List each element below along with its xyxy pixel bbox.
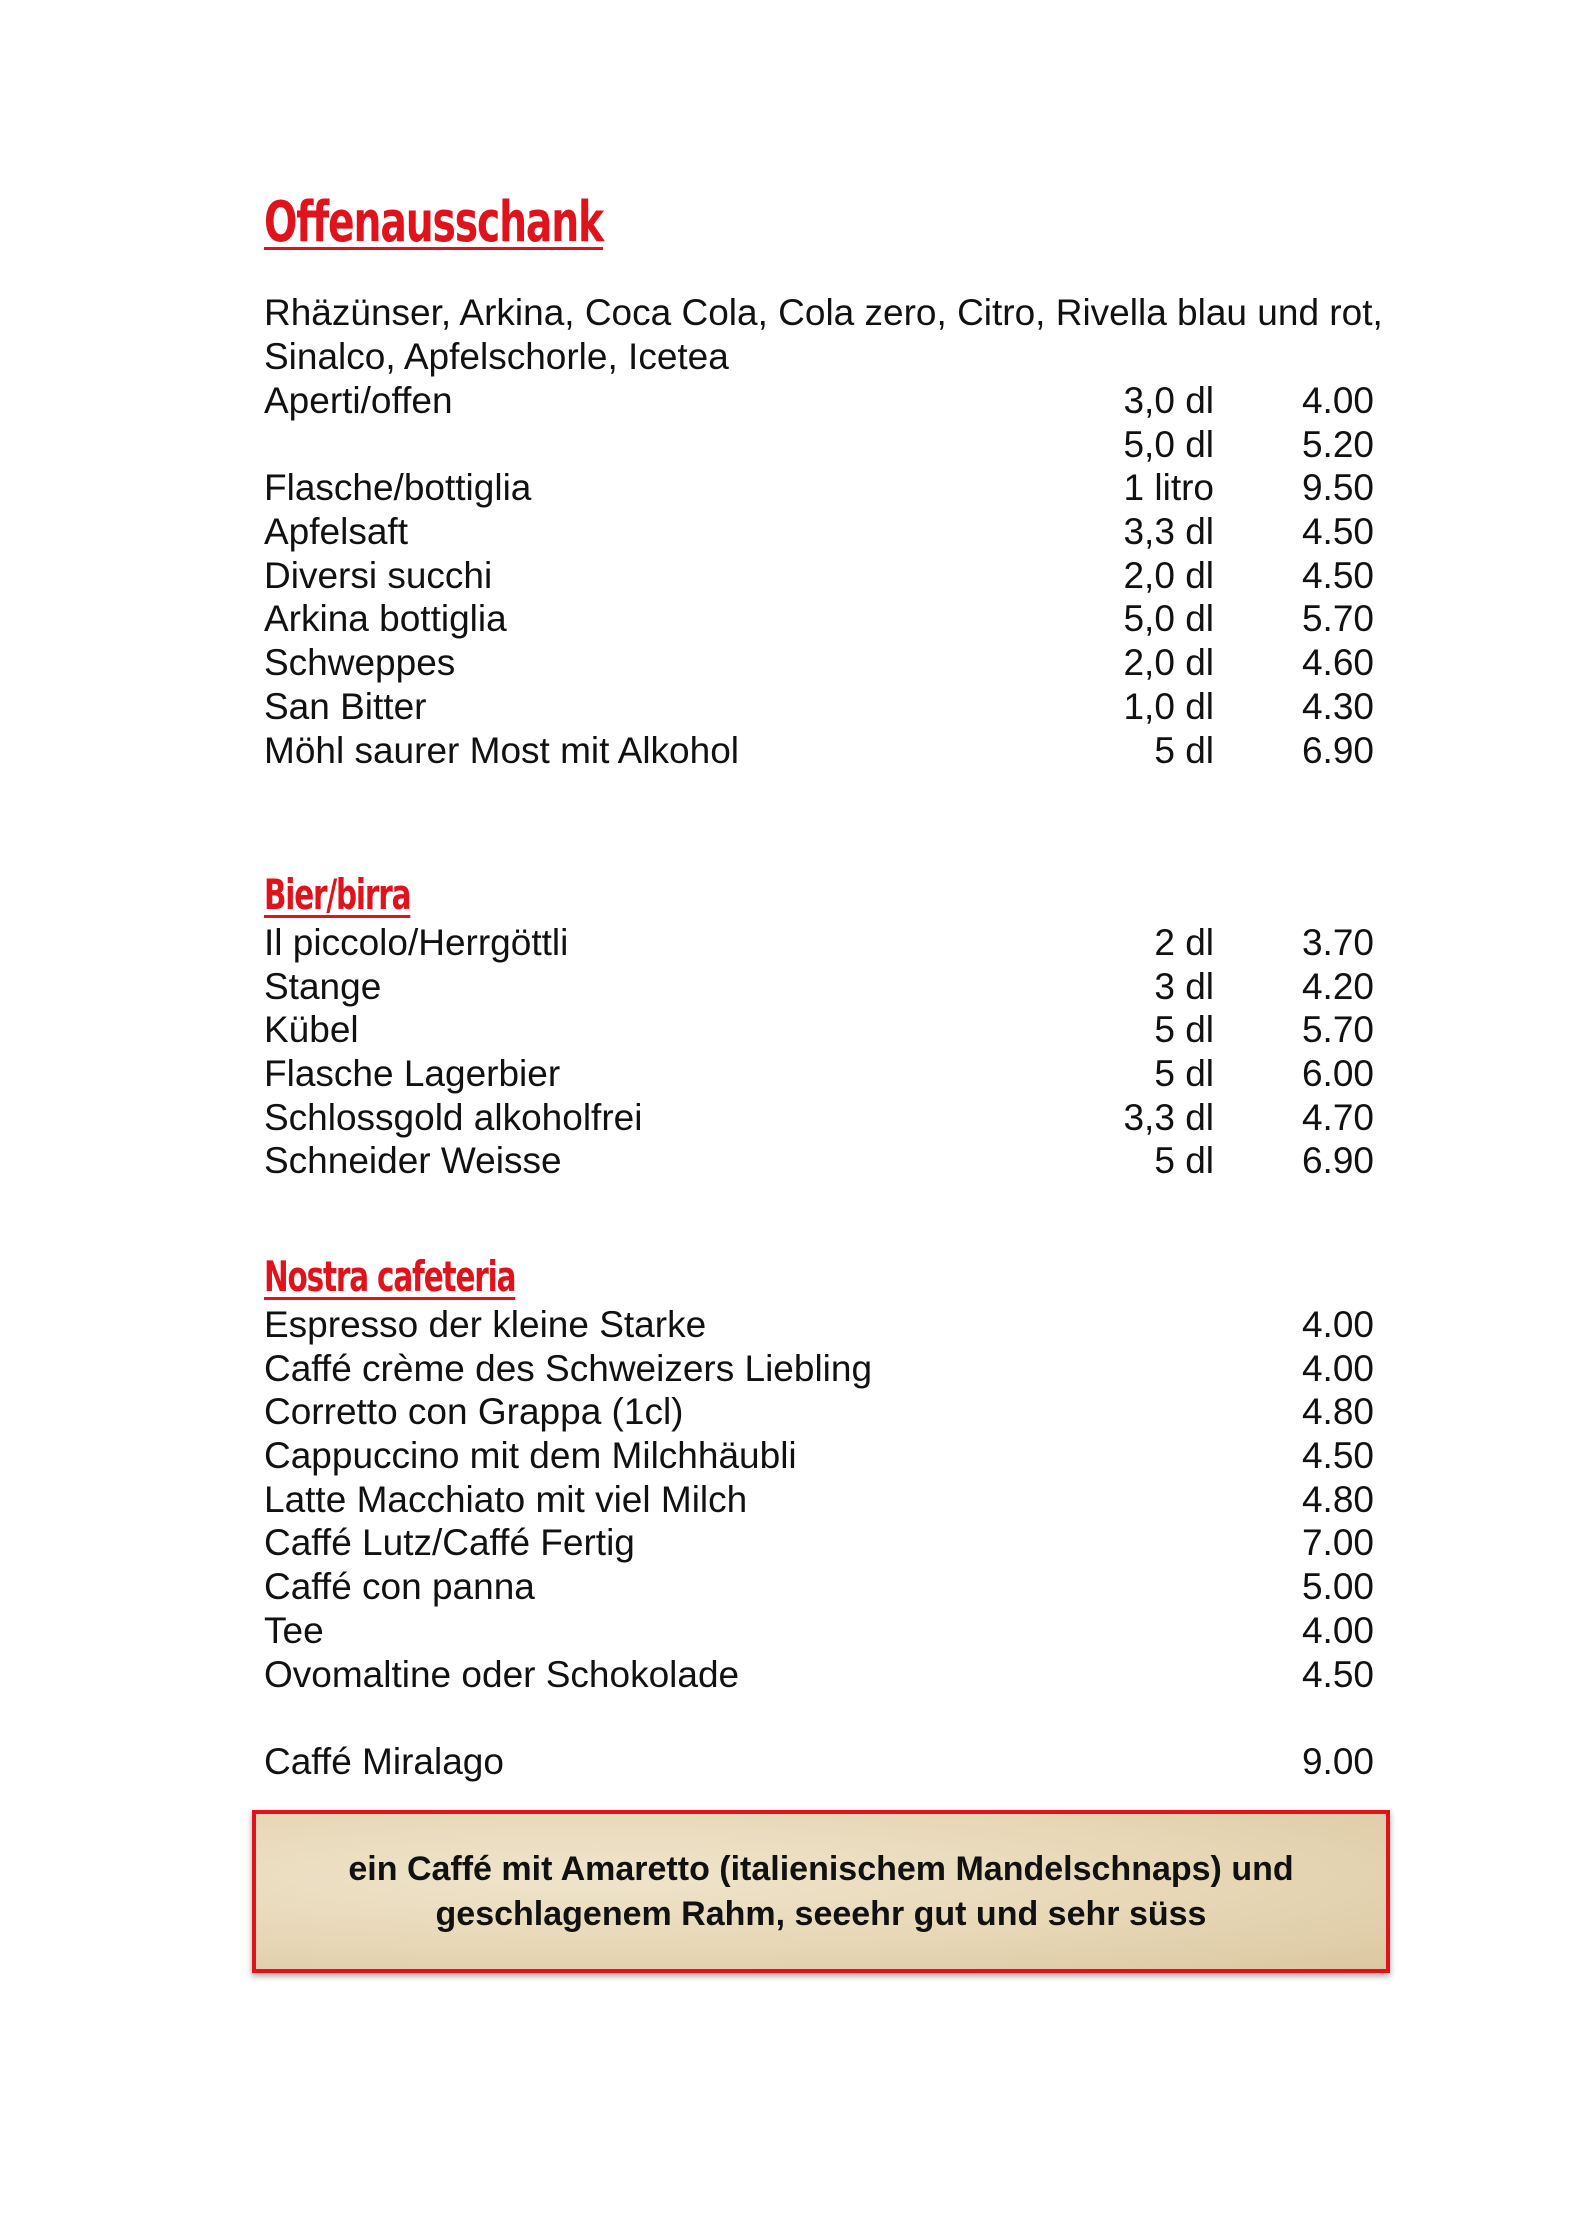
item-price: 9.50 [1301,467,1374,509]
item-qty: 5 dl [1154,729,1214,771]
menu-item [264,1478,1394,1522]
item-price: 4.20 [1301,965,1374,1007]
item-name: Corretto con Grappa (1cl) [264,1391,684,1433]
item-price: 4.50 [1301,1435,1374,1477]
item-price: 6.90 [1301,729,1374,771]
item-list [264,379,1394,772]
item-list [264,1303,1394,1784]
item-qty: 5 dl [1154,1009,1214,1051]
item-name: Flasche/bottiglia [264,467,532,509]
intro-line: Rhäzünser, Arkina, Coca Cola, Cola zero, Citro, Rivella blau und rot, [264,292,1383,333]
item-qty: 3,3 dl [1123,1096,1214,1138]
item-price: 4.00 [1301,380,1374,421]
item-name: Apfelsaft [264,511,408,553]
menu-item [264,1347,1394,1391]
section-offenausschank [264,190,1394,772]
intro-line: Sinalco, Apfelschorle, Icetea [264,336,729,377]
item-price: 4.00 [1301,1609,1374,1651]
item-price: 4.80 [1301,1478,1374,1520]
menu-item [264,1653,1394,1697]
item-name: Kübel [264,1009,359,1051]
item-price: 4.30 [1301,685,1374,727]
item-name: Aperti/offen [264,380,453,421]
item-name: Stange [264,965,382,1007]
special-note-text [348,1847,1293,1937]
item-qty: 3,0 dl [1123,380,1214,421]
item-qty: 3 dl [1154,965,1214,1007]
item-price: 9.00 [1301,1740,1374,1782]
item-price: 3.70 [1301,922,1374,963]
menu-item [264,729,1394,773]
item-price: 4.00 [1301,1347,1374,1389]
menu-item [264,1139,1394,1183]
note-line: geschlagenem Rahm, seeehr gut und sehr süss [435,1894,1207,1933]
item-name: Arkina bottiglia [264,598,507,640]
menu-item [264,554,1394,598]
menu-item [264,1390,1394,1434]
item-name: Tee [264,1609,324,1651]
item-name: Caffé Miralago [264,1740,504,1782]
menu-item [264,1303,1394,1347]
section-bier [264,870,1394,1183]
menu-item [264,1521,1394,1565]
menu-item [264,1609,1394,1653]
item-name: Latte Macchiato mit viel Milch [264,1478,748,1520]
item-name: Schlossgold alkoholfrei [264,1096,643,1138]
item-qty: 1,0 dl [1123,685,1214,727]
menu-item [264,510,1394,554]
item-price: 6.90 [1301,1140,1374,1182]
item-price: 5.70 [1301,1009,1374,1051]
item-price: 5.20 [1301,423,1374,465]
section-cafeteria [264,1252,1394,1784]
item-qty: 2 dl [1154,922,1214,963]
menu-item [264,1052,1394,1096]
intro-text [264,291,1394,379]
item-name: Cappuccino mit dem Milchhäubli [264,1435,797,1477]
item-name: Ovomaltine oder Schokolade [264,1653,740,1695]
menu-item [264,597,1394,641]
item-price: 4.50 [1301,511,1374,553]
item-qty: 5 dl [1154,1053,1214,1095]
menu-item [264,379,1394,423]
item-qty: 2,0 dl [1123,642,1214,684]
item-price: 7.00 [1301,1522,1374,1564]
item-qty: 2,0 dl [1123,554,1214,596]
menu-item [264,423,1394,467]
item-name: Caffé Lutz/Caffé Fertig [264,1522,635,1564]
item-name: Diversi succhi [264,554,493,596]
item-name: Möhl saurer Most mit Alkohol [264,729,740,771]
item-price: 4.50 [1301,554,1374,596]
section-title: Offenausschank [264,190,604,255]
item-list [264,921,1394,1183]
menu-item [264,1565,1394,1609]
item-price: 4.60 [1301,642,1374,684]
item-name: San Bitter [264,685,427,727]
item-price: 5.70 [1301,598,1374,640]
item-name: Caffé con panna [264,1566,535,1608]
item-name: Flasche Lagerbier [264,1053,561,1095]
item-name: Caffé crème des Schweizers Liebling [264,1347,873,1389]
menu-item [264,965,1394,1009]
item-qty: 5,0 dl [1123,598,1214,640]
menu-item [264,685,1394,729]
item-qty: 5,0 dl [1123,423,1214,465]
item-price: 4.00 [1301,1304,1374,1345]
item-qty: 3,3 dl [1123,511,1214,553]
menu-item-special [264,1740,1394,1784]
item-price: 4.80 [1301,1391,1374,1433]
item-name: Schneider Weisse [264,1140,562,1182]
special-note-box [252,1810,1390,1973]
menu-item [264,1434,1394,1478]
item-price: 5.00 [1301,1566,1374,1608]
section-title: Nostra cafeteria [264,1252,516,1301]
item-price: 4.50 [1301,1653,1374,1695]
item-name: Schweppes [264,642,456,684]
note-line: ein Caffé mit Amaretto (italienischem Mandelschnaps) und [348,1849,1294,1888]
menu-item [264,921,1394,965]
item-name: Il piccolo/Herrgöttli [264,922,569,963]
item-name: Espresso der kleine Starke [264,1304,707,1345]
item-price: 4.70 [1301,1096,1374,1138]
menu-item [264,1008,1394,1052]
item-qty: 5 dl [1154,1140,1214,1182]
section-title: Bier/birra [264,870,411,919]
item-qty: 1 litro [1123,467,1214,509]
item-price: 6.00 [1301,1053,1374,1095]
menu-item [264,641,1394,685]
menu-item [264,1096,1394,1140]
menu-item [264,466,1394,510]
